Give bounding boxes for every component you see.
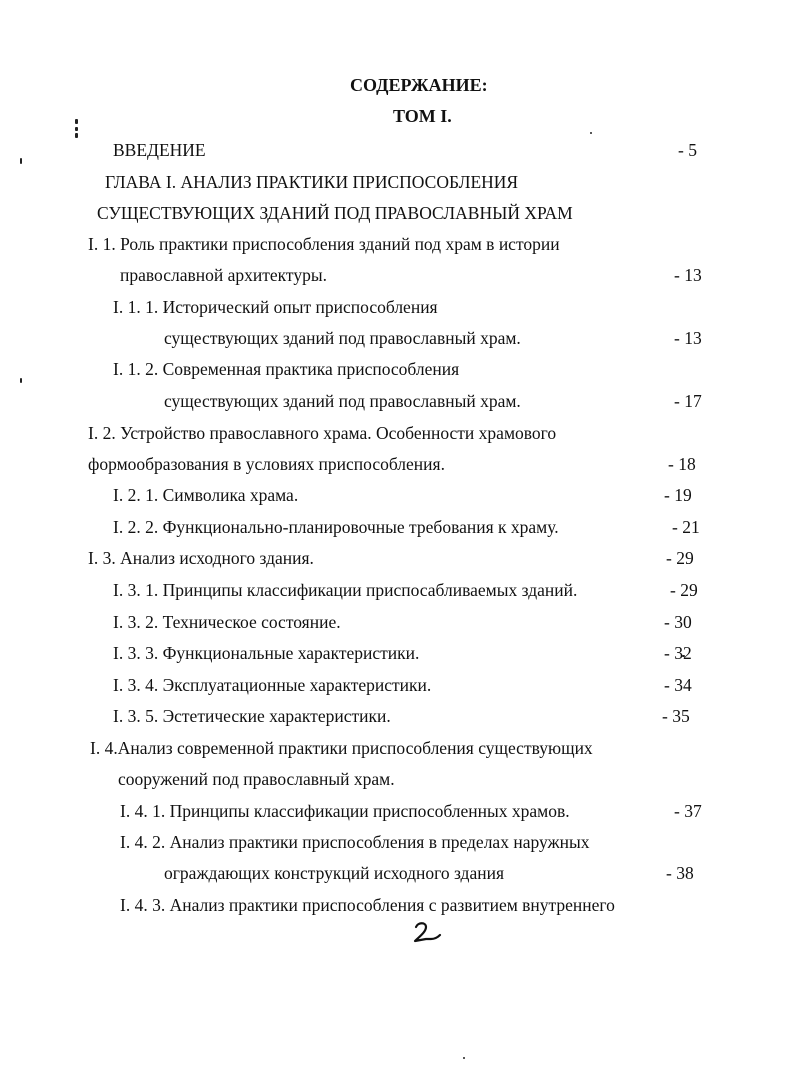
toc-page-number: - 35 [662,706,690,726]
toc-page-number: - 21 [672,517,700,537]
toc-page-number: - 34 [664,675,692,695]
toc-entry: I. 3. 4. Эксплуатационные характеристики. [113,675,432,695]
toc-entry: сооружений под православный храм. [118,769,395,789]
toc-entry: ВВЕДЕНИЕ [113,140,206,160]
toc-entry: I. 3. 5. Эстетические характеристики. [113,706,391,726]
toc-entry: I. 4. 2. Анализ практики приспособления в пределах наружных [120,832,590,852]
scan-mark [75,127,78,131]
scan-mark [75,133,78,138]
toc-entry: I. 1. 2. Современная практика приспособления [113,359,460,379]
toc-entry: I. 2. 2. Функционально-планировочные требования к храму. [113,517,559,537]
scan-mark [75,119,78,124]
toc-entry: существующих зданий под православный храм. [164,328,521,348]
toc-entry: СУЩЕСТВУЮЩИХ ЗДАНИЙ ПОД ПРАВОСЛАВНЫЙ ХРАМ [97,203,573,223]
toc-entry: I. 4. 1. Принципы классификации приспособленных храмов. [120,801,570,821]
toc-page-number: - 19 [664,485,692,505]
toc-page-number: - 5 [678,140,697,160]
toc-entry: I. 2. 1. Символика храма. [113,485,299,505]
toc-entry: I. 3. 1. Принципы классификации приспосабливаемых зданий. [113,580,578,600]
toc-page-number: - 37 [674,801,702,821]
toc-page-number: - 13 [674,265,702,285]
toc-page-number: - 18 [668,454,696,474]
toc-entry: I. 3. Анализ исходного здания. [88,548,314,568]
toc-page-number: - 38 [666,863,694,883]
toc-page-number: - 17 [674,391,702,411]
toc-entry: ГЛАВА I. АНАЛИЗ ПРАКТИКИ ПРИСПОСОБЛЕНИЯ [105,172,519,192]
scan-mark [590,132,592,134]
volume-title: ТОМ I. [393,106,452,126]
toc-entry: I. 2. Устройство православного храма. Особенности храмового [88,423,557,443]
toc-entry: существующих зданий под православный храм. [164,391,521,411]
toc-entry: I. 3. 3. Функциональные характеристики. [113,643,420,663]
scan-mark [463,1057,465,1059]
handwritten-page-number [412,920,442,944]
toc-entry: I. 1. 1. Исторический опыт приспособления [113,297,438,317]
toc-entry: I. 4.Анализ современной практики приспособления существующих [90,738,593,758]
toc-page-number: - 29 [670,580,698,600]
toc-entry: I. 4. 3. Анализ практики приспособления с развитием внутреннего [120,895,615,915]
toc-entry: I. 3. 2. Техническое состояние. [113,612,341,632]
toc-page-number: - 29 [666,548,694,568]
scan-mark [20,378,22,383]
toc-entry: православной архитектуры. [120,265,327,285]
scan-mark [20,158,22,164]
toc-entry: ограждающих конструкций исходного здания [164,863,505,883]
page-title: СОДЕРЖАНИЕ: [350,75,488,95]
toc-page-number: - 30 [664,612,692,632]
toc-page-number: - 32 [664,643,692,663]
toc-entry: формообразования в условиях приспособления. [88,454,445,474]
toc-page-number: - 13 [674,328,702,348]
toc-entry: I. 1. Роль практики приспособления зданий под храм в истории [88,234,560,254]
